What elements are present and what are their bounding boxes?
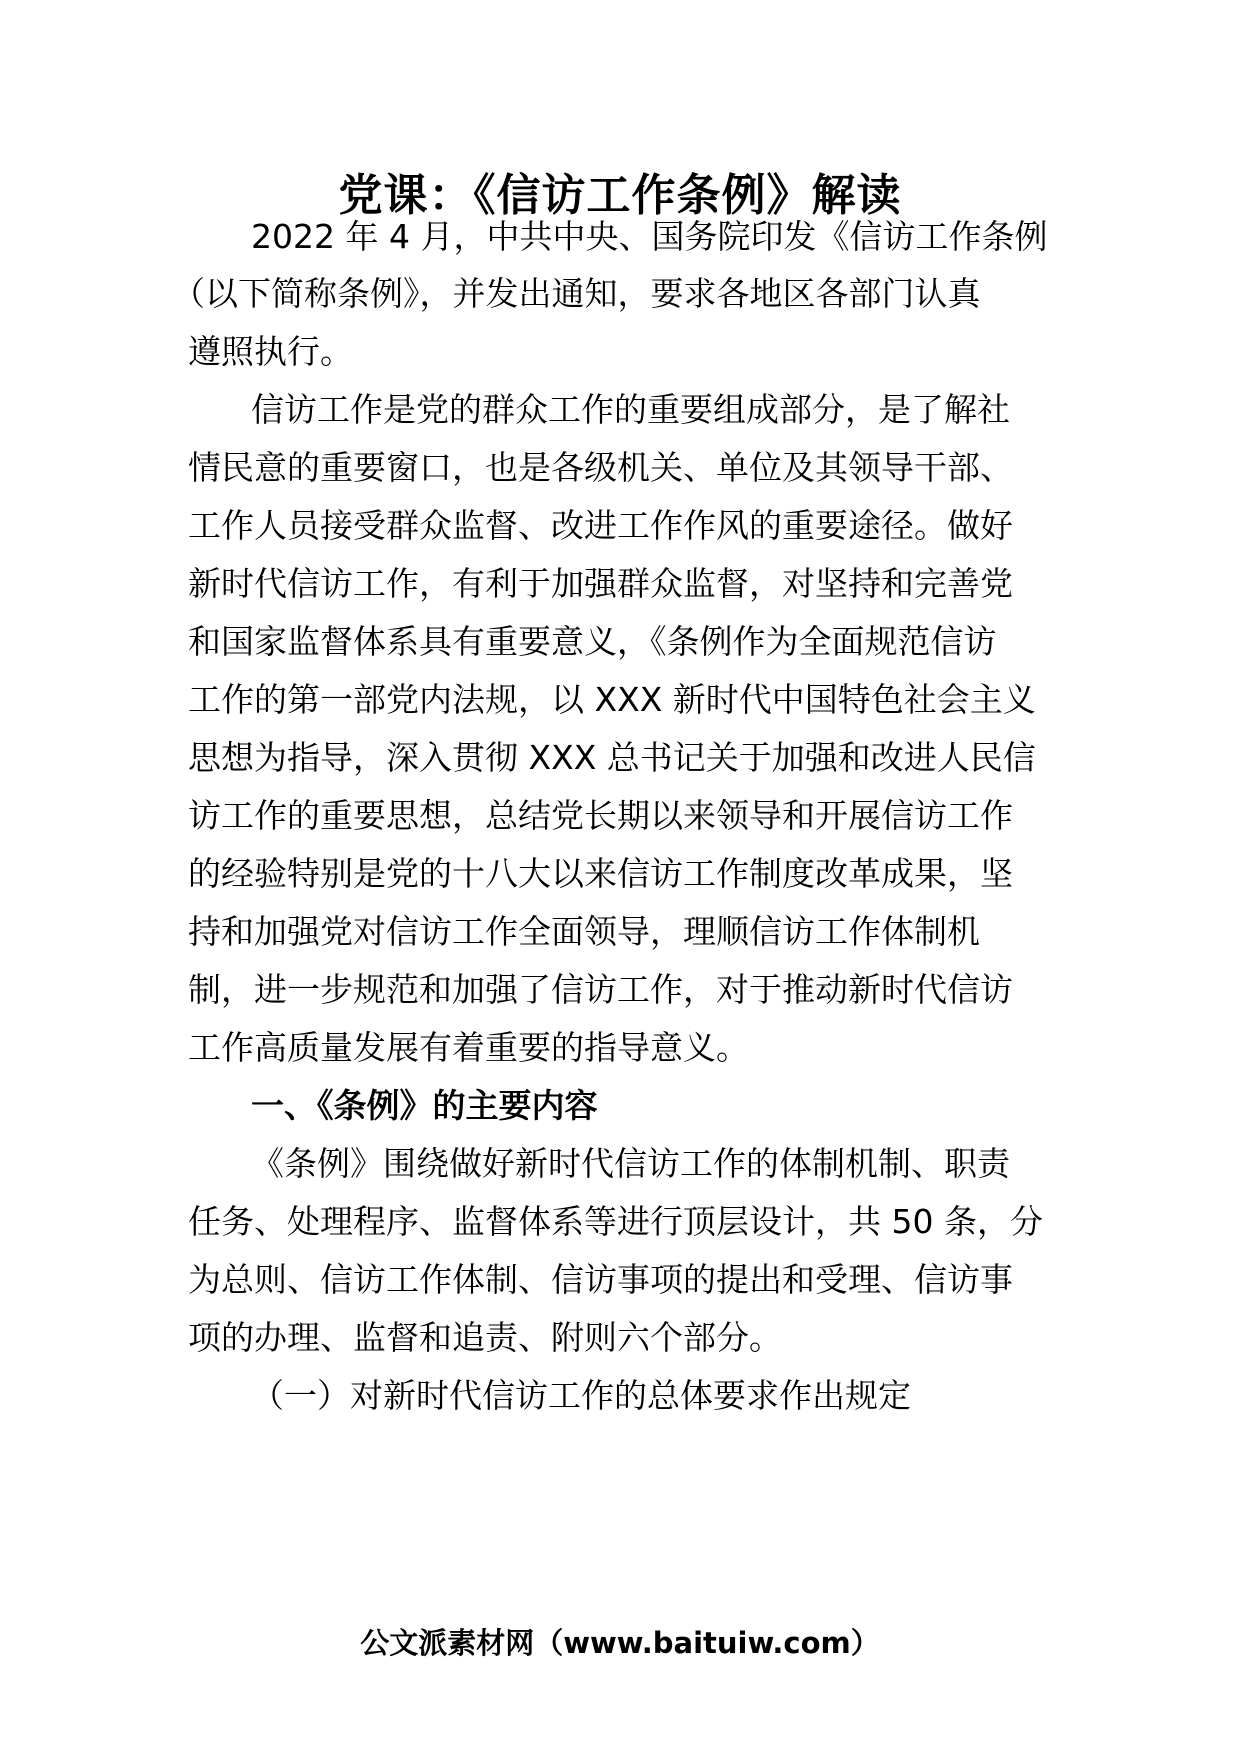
paragraph-2-line-7: 思想为指导，深入贯彻 XXX 总书记关于加强和改进人民信	[188, 738, 1036, 777]
paragraph-3-line-4: 项的办理、监督和追责、附则六个部分。	[188, 1318, 782, 1357]
footer-watermark: 公文派素材网（www.baituiw.com）	[360, 1626, 880, 1660]
paragraph-1-line-3: 遵照执行。	[188, 332, 353, 371]
paragraph-2-line-2: 情民意的重要窗口，也是各级机关、单位及其领导干部、	[188, 448, 1013, 487]
paragraph-2-line-1: 信访工作是党的群众工作的重要组成部分，是了解社	[251, 390, 1010, 429]
section-heading: 一、《条例》的主要内容	[251, 1086, 598, 1125]
paragraph-2-line-5: 和国家监督体系具有重要意义，《条例作为全面规范信访	[188, 622, 997, 661]
paragraph-2-line-6: 工作的第一部党内法规，以 XXX 新时代中国特色社会主义	[188, 680, 1036, 719]
document-title: 党课：《信访工作条例》解读	[338, 170, 902, 221]
subsection-heading: （一）对新时代信访工作的总体要求作出规定	[251, 1376, 911, 1415]
paragraph-2-line-10: 持和加强党对信访工作全面领导，理顺信访工作体制机	[188, 912, 980, 951]
paragraph-1-line-2: （以下简称条例》，并发出通知，要求各地区各部门认真	[172, 274, 981, 313]
paragraph-3-line-3: 为总则、信访工作体制、信访事项的提出和受理、信访事	[188, 1260, 1013, 1299]
paragraph-2-line-11: 制，进一步规范和加强了信访工作，对于推动新时代信访	[188, 970, 1013, 1009]
paragraph-3-line-1: 《条例》围绕做好新时代信访工作的体制机制、职责	[251, 1144, 1010, 1183]
paragraph-2-line-12: 工作高质量发展有着重要的指导意义。	[188, 1028, 749, 1067]
paragraph-2-line-4: 新时代信访工作，有利于加强群众监督，对坚持和完善党	[188, 564, 1013, 603]
paragraph-3-line-2: 任务、处理程序、监督体系等进行顶层设计，共 50 条，分	[188, 1202, 1043, 1241]
paragraph-2-line-3: 工作人员接受群众监督、改进工作作风的重要途径。做好	[188, 506, 1013, 545]
paragraph-2-line-9: 的经验特别是党的十八大以来信访工作制度改革成果，坚	[188, 854, 1013, 893]
paragraph-2-line-8: 访工作的重要思想，总结党长期以来领导和开展信访工作	[188, 796, 1013, 835]
paragraph-1-line-1: 2022 年 4 月，中共中央、国务院印发《信访工作条例	[251, 217, 1048, 256]
